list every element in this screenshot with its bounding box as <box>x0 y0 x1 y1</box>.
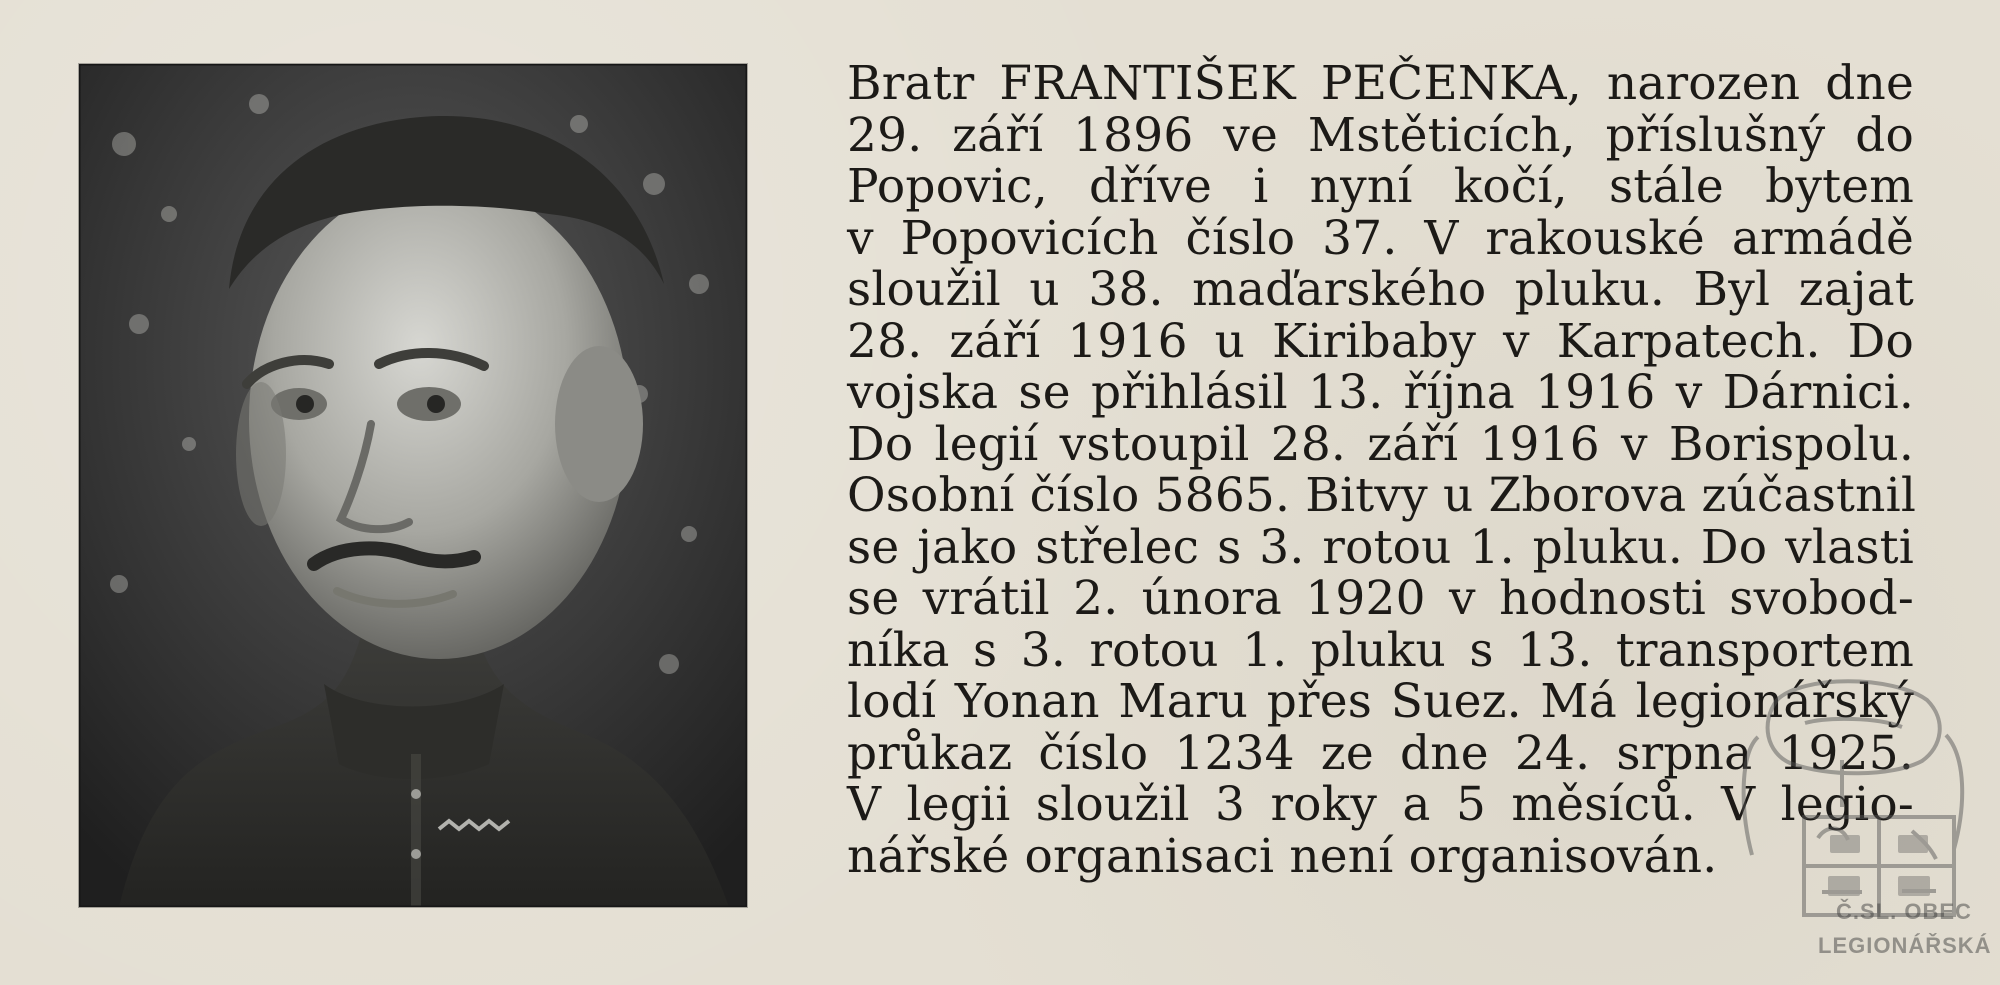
biography-line: lodí Yonan Maru přes Suez. Má legionářský <box>847 674 1914 729</box>
portrait-image <box>79 64 747 907</box>
biography-line: V legii sloužil 3 roky a 5 měsíců. V legio- <box>847 777 1914 832</box>
biography-line: Do legií vstoupil 28. září 1916 v Borispolu. <box>847 416 1914 472</box>
biography-line: se jako střelec s 3. rotou 1. pluku. Do vlasti <box>847 519 1914 575</box>
stamp-bottom-text: LEGIONÁŘSKÁ <box>1818 933 1992 958</box>
biography-line: nářské organisaci není organisován. <box>847 828 1718 884</box>
biography-line: 29. září 1896 ve Mstěticích, příslušný do <box>847 107 1914 163</box>
biography-line: sloužil u 38. maďarského pluku. Byl zajat <box>847 262 1914 317</box>
biography-line: v Popovicích číslo 37. V rakouské armádě <box>847 210 1914 266</box>
biography-line: níka s 3. rotou 1. pluku s 13. transportem <box>847 622 1914 678</box>
biography-line: Osobní číslo 5865. Bitvy u Zborova zúčastnil <box>847 468 1917 523</box>
portrait-photo <box>79 64 747 907</box>
biography-line: Bratr FRANTIŠEK PEČENKA, narozen dne <box>847 56 1914 111</box>
biography-line: průkaz číslo 1234 ze dne 24. srpna 1925. <box>847 725 1914 781</box>
biography-line: 28. září 1916 u Kiribaby v Karpatech. Do <box>847 313 1914 369</box>
biography-line: Popovic, dříve i nyní kočí, stále bytem <box>847 159 1914 214</box>
biography-line: se vrátil 2. února 1920 v hodnosti svobod- <box>847 571 1914 626</box>
stamp-top-text: Č.SL. OBEC <box>1836 899 1972 924</box>
biography-line: vojska se přihlásil 13. října 1916 v Dárnici. <box>847 365 1914 420</box>
